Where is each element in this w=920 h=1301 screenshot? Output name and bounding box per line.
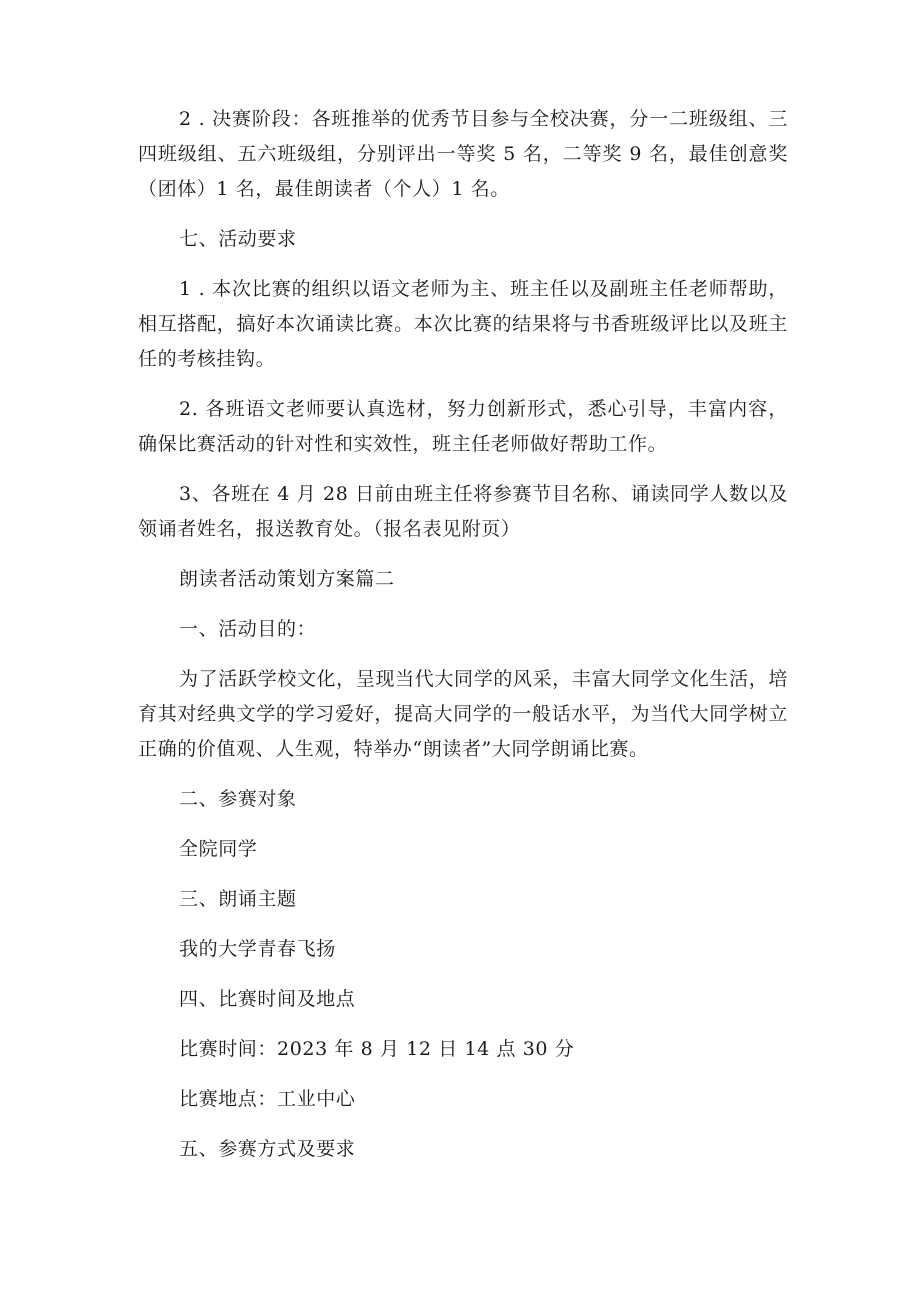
text-competition-time: 比赛时间：2023 年 8 月 12 日 14 点 30 分 <box>179 1038 575 1060</box>
paragraph-activity-purpose: 为了活跃学校文化，呈现当代大同学的风采，丰富大同学文化生活，培育其对经典文学的学习爱好，提高大同学的一般话水平，为当代大同学树立正确的价值观、人生观，特举办“朗读者”大同学朗诵比赛。 <box>138 668 788 760</box>
heading-plan-part-two: 朗读者活动策划方案篇二 <box>179 568 395 590</box>
text-recitation-theme: 我的大学青春飞扬 <box>179 938 336 960</box>
paragraph-requirement-2: 2. 各班语文老师要认真选材，努力创新形式，悉心引导，丰富内容，确保比赛活动的针对性和实效性，班主任老师做好帮助工作。 <box>138 398 788 455</box>
heading-activity-purpose: 一、活动目的： <box>179 618 317 640</box>
text-competition-place: 比赛地点：工业中心 <box>179 1088 356 1110</box>
heading-participation-method: 五、参赛方式及要求 <box>179 1138 356 1160</box>
document-page <box>138 102 788 1167</box>
paragraph-requirement-1: 1 . 本次比赛的组织以语文老师为主、班主任以及副班主任老师帮助，相互搭配，搞好本次诵读比赛。本次比赛的结果将与书香班级评比以及班主任的考核挂钩。 <box>138 278 788 370</box>
heading-time-and-place: 四、比赛时间及地点 <box>179 988 356 1010</box>
text-participants: 全院同学 <box>179 838 258 860</box>
heading-activity-requirements: 七、活动要求 <box>179 228 297 250</box>
heading-recitation-theme: 三、朗诵主题 <box>179 888 297 910</box>
heading-participants: 二、参赛对象 <box>179 788 297 810</box>
paragraph-final-stage: 2 . 决赛阶段：各班推举的优秀节目参与全校决赛，分一二班级组、三四班级组、五六班级组，分别评出一等奖 5 名，二等奖 9 名，最佳创意奖（团体）1 名，最佳朗读者（个人）1 名。 <box>138 108 788 200</box>
paragraph-requirement-3: 3、各班在 4 月 28 日前由班主任将参赛节目名称、诵读同学人数以及领诵者姓名，报送教育处。（报名表见附页） <box>138 483 788 540</box>
